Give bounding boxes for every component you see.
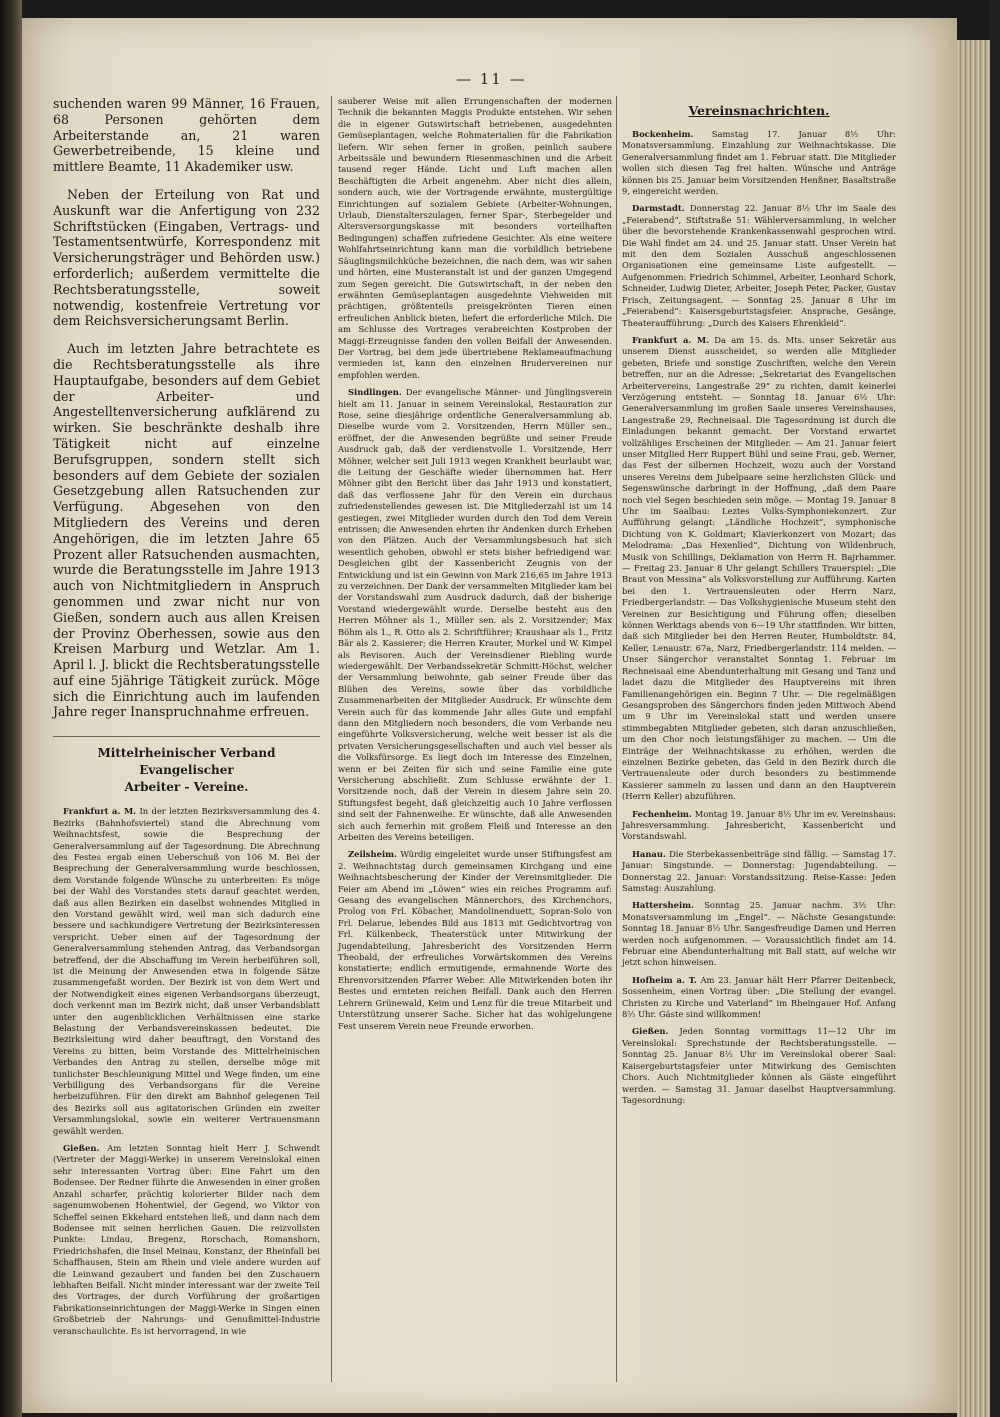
article-text: Am 23. Januar hält Herr Pfarrer Deitenbeck, Sossenheim, einen Vortrag über: „Die Stellung der evangel. Christen zu Kirche und Vaterland“ im Rheingauer Hof. Anfang 8½ Uhr. Gäste sind willkommen! bbox=[622, 974, 896, 1020]
article-list bbox=[53, 806, 320, 1337]
article bbox=[622, 1026, 896, 1106]
place-name: Bockenheim. bbox=[632, 129, 694, 139]
article bbox=[622, 809, 896, 843]
dark-border bbox=[990, 0, 1000, 1417]
column-divider bbox=[331, 96, 332, 1382]
paragraph: Auch im letzten Jahre betrachtete es die Rechtsberatungsstelle als ihre Hauptaufgabe, besonders auf dem Gebiet der Arbeiter- und Angestelltenversicherung aufklärend zu wirken. Sie beschränkte deshalb ihre Tätigkeit nicht auf einzelne Berufsgruppen, sondern stellt sich besonders auf dem Gebiete der sozialen Gesetzgebung allen Ratsuchenden zur Verfügung. Abgesehen von den Mitgliedern des Vereins und deren Angehörigen, die im letzten Jahre 65 Prozent aller Ratsuchenden ausmachten, wurde die Beratungsstelle im Jahre 1913 auch von Nichtmitgliedern in Anspruch genommen und zwar nicht nur von Gießen, sondern auch aus allen Kreisen der Provinz Oberhessen, sowie aus den Kreisen Marburg und Wetzlar. Am 1. April l. J. blickt die Rechtsberatungsstelle auf eine 5jährige Tätigkeit zurück. Möge sich die Einrichtung auch im laufenden Jahre reger Inanspruchnahme erfreuen. bbox=[53, 341, 320, 720]
place-name: Sindlingen. bbox=[348, 387, 402, 398]
column-middle bbox=[338, 96, 612, 1038]
article-text: Würdig eingeleitet wurde unser Stiftungsfest am 2. Weihnachtstag durch gemeinsamen Kirchgang und eine Weihnachtsbescherung der Kinder der Vereinsmitglieder. Die Feier am Abend im „Löwen“ wies ein reiches Programm auf: Gesang des evangelischen Männerchors, des Kirchenchors, Prolog von Frl. Köbacher, Mandolinenduett, Sopran-Solo von Frl. Delarue, lebendes Bild aus 1813 mit Gedichtvortrag von Frl. Külkenbeck, Theaterstück unter Mitwirkung der Jugendabteilung, Jahresbericht des Vorsitzenden Herrn Theobald, der erfreuliches Vorwärtskommen des Vereins konstatierte; endlich ermutigende, ermahnende Worte des Ehrenvorsitzenden Pfarrer Weber. Alle Mitwirkenden boten ihr Bestes und ernteten reichen Beifall. Dank auch den Herren Lehrern Grünewald, Keim und Lenz für die treue Mitarbeit und Unterstützung unserer Sache. Sicher hat das wohlgelungene Fest unserem Verein neue Freunde erworben. bbox=[338, 849, 612, 1031]
article-text: Da am 15. ds. Mts. unser Sekretär aus unserem Dienst ausscheidet, so werden alle Mitglieder gebeten, Briefe und sonstige Zuschriften, welche den Verein betreffen, nur an die Adresse: „Sekretariat des Evangelischen Arbeitervereins, Langestraße 29“ zu richten, damit keinerlei Verzögerung entsteht. — Sonntag 18. Januar 6½ Uhr: Generalversammlung im großen Saale unseres Vereinshauses, Langestraße 29, Rechneisaal. Die Tagesordnung ist durch die Einladungen bekannt gemacht. Der Vorstand erwartet vollzähliges Erscheinen der Mitglieder. — Am 21. Januar feiert unser Mitglied Herr Ruppert Bühl und seine Frau, geb. Werner, das Fest der silbernen Hochzeit, wozu auch der Vorstand unseres Vereins dem Jubelpaare seine herzlichsten Glück- und Segenswünsche darbringt in der Hoffnung, „daß dem Paare noch viel Segen beschieden sein möge. — Montag 19. Januar 8 Uhr im Saalbau: Leztes Volks-Symphoniekonzert. Zur Aufführung gelangt: „Ländliche Hochzeit“, symphonische Dichtung von K. Goldmart; Klavierkonzert von Mozart; das Melodrama: „Das Hexenlied“, Dichtung von Wildenbruch, Musik von Schillings, Deklamation von Herrn H. Bajrhammer. — Freitag 23. Januar 8 Uhr gelangt Schillers Trauerspiel: „Die Braut von Messina“ als Volksvorstellung zur Aufführung. Karten bei den 1. Vertrauensleuten oder Herrn Narz, Friedbergerlandstr. — Das Volkshygienische Museum steht den Vereinen zur Besichtigung und Führung offen; dieselben können Werktags abends von 6—19 Uhr stattfinden. Wir bitten, daß sich Mitglieder bei den Herren Reuter, Humboldtstr. 84, Keller, Lenaustr. 67a, Narz, Friedbergerlandstr. 114 melden. — Unser Sängerchor veranstaltet Sonntag 1. Februar im Rechneisaal eine Abendunterhaltung mit Gesang und Tanz und ladet dazu die Mitglieder des Hauptvereins mit ihren Familienangehörigen ein. Beginn 7 Uhr. — Die regelmäßigen Gesangsproben des Sängerchors finden jeden Mittwoch Abend um 9 Uhr im Vereinslokal statt und werden unsere stimmbegabten Mitglieder gebeten, sich daran anzuschließen, um den Chor noch leistungsfähiger zu machen. — Um die Einträge der Weihnachtskasse zu erhöhen, werden die einzelnen Bezirke gebeten, das Geld in den Bezirk durch die Vertrauensleute oder durch besonders zu bestimmende Kassierer sammeln zu lassen und dann an den Hauptverein (Herrn Keller) abzuführen. bbox=[622, 334, 896, 802]
place-name: Hofheim a. T. bbox=[632, 974, 697, 985]
article-text: Die Sterbekassenbeiträge sind fällig. — Samstag 17. Januar: Singstunde. — Donnerstag: Jugendabteilung. — Donnerstag 22. Januar: Vorstandssitzung. Reise-Kasse: Jeden Samstag: Auszahlung. bbox=[622, 848, 896, 893]
article-list bbox=[338, 96, 612, 1032]
article bbox=[622, 975, 896, 1021]
article bbox=[53, 806, 320, 1137]
paragraph: suchenden waren 99 Männer, 16 Frauen, 68 Personen gehörten dem Arbeiterstande an, 21 waren Gewerbetreibende, 15 kleine und mittlere Beamte, 11 Akademiker usw. bbox=[53, 96, 320, 175]
article bbox=[622, 203, 896, 328]
article-text: In der letzten Bezirksversammlung des 4. Bezirks (Bahnhofsviertel) stand die Abrechnung vom Weihnachtsfest, sowie die Besprechung der Generalversammlung auf der Tagesordnung. Die Abrechnung des Festes ergab einen Ueberschuß von 106 M. Bei der Besprechung der Generalversammlung wurde beschlossen, dem Vorstande folgende Wünsche zu unterbreiten: Es möge bei der Wahl des Vorstandes stets darauf geachtet werden, daß aus allen Bezirken ein daselbst wohnendes Mitglied in den Vorstand gewählt wird, weil man sich dadurch eine bessere und sachkundigere Vertretung der Bezirksinteressen verspricht. Ueber einen auf der Tagesordnung der Generalversammlung stehenden Antrag, das Verbandsorgan betreffend, der die Abschaffung im Verein herbeiführen soll, ist die Meinung der Anwesenden etwa in folgende Sätze zusammengefaßt worden. Der Bezirk ist von dem Wert und der Notwendigkeit eines eigenen Verbandsorgans überzeugt, doch verkennt man im Bezirk nicht, daß unser Verbandsblatt unter den augenblicklichen Verhältnissen eine starke Belastung der Verbandsvereinskassen bedeutet. Die Bezirksleitung wird daher beauftragt, den Vorstand des Vereins zu bitten, beim Vorstande des Mittelrheinischen Verbandes den Antrag zu stellen, derselbe möge mit tunlichster Beschleunigung Mittel und Wege finden, um eine Verbilligung des Verbandsorgans für die Vereine herbeizuführen. Für den direkt am Bahnhof gelegenen Teil des Bezirks soll aus agitatorischen Gründen ein zweiter Versammlungslokal, sowie ein weiterer Vertrauensmann gewählt werden. bbox=[53, 806, 320, 1136]
place-name: Gießen. bbox=[63, 1143, 100, 1154]
article-text: Am letzten Sonntag hielt Herr J. Schwendt (Vertreter der Maggi-Werke) in unserem Vereinslokal einen sehr interessanten Vortrag über: Eine Fahrt um den Bodensee. Der Redner führte die Anwesenden in einer großen Anzahl scharfer, prächtig kolorierter Bilder nach dem sagenumwobenen Hohentwiel, der Gegend, wo Viktor von Scheffel seinen Ekkehard entstehen ließ, und dann nach dem Bodensee mit seinen herrlichen Gauen. Die reizvollsten Punkte: Lindau, Bregenz, Rorschach, Romanshorn, Friedrichshafen, die Insel Meinau, Konstanz, der Rheinfall bei Schaffhausen, Stein am Rhein und viele andere wurden auf die Leinwand gezaubert und fanden bei den Zuschauern lebhaften Beifall. Nicht minder interessant war der zweite Teil des Vortrages, der durch Vorführung der großartigen Fabrikationseinrichtungen der Maggi-Werke in Singen einen Großbetrieb der Nahrungs- und Genußmittel-Industrie veranschaulichte. Es ist hervorragend, in wie bbox=[53, 1143, 320, 1336]
article-text: Sonntag 25. Januar nachm. 3½ Uhr: Monatsversammlung im „Engel“. — Nächste Gesangstunde: Sonntag 18. Januar 8½ Uhr. Sangesfreudige Damen und Herren werden noch aufgenommen. — Voraussichtlich findet am 14. Februar eine Abendunterhaltung mit Ball statt, auf welche wir jetzt schon hinweisen. bbox=[622, 900, 896, 968]
article-text: Der evangelische Männer- und Jünglingsverein hielt am 11. Januar in seinem Vereinslokal, Restauration zur Rose, seine diesjährige ordentliche Generalversammlung ab. Dieselbe wurde vom 2. Vorsitzenden, Herrn Müller sen., eröffnet, der die Anwesenden begrüßte und seiner Freude Ausdruck gab, daß der verdienstvolle 1. Vorsitzende, Herr Möhner, welcher seit Juli 1913 wegen Krankheit beurlaubt war, die Leitung der Geschäfte wieder übernommen hat. Herr Möhner gibt den Bericht über das Jahr 1913 und konstatiert, daß das verflossene Jahr für den Verein ein durchaus zufriedenstellendes gewesen ist. Die Mitgliederzahl ist um 14 gestiegen, zwei Mitglieder wurden durch den Tod dem Verein entrissen; die Anwesenden ehrten ihr Andenken durch Erheben von den Plätzen. Auch der Versammlungsbesuch hat sich wesentlich gehoben, obwohl er stets bisher befriedigend war. Desgleichen gibt der Kassenbericht Zeugnis von der Entwicklung und ist ein Gewinn von Mark 216,65 im Jahre 1913 zu verzeichnen. Der Dank der versammelten Mitglieder kam bei der Vorstandswahl zum Ausdruck dadurch, daß der bisherige Vorstand wiedergewählt wurde. Derselbe besteht aus den Herren Möhner als 1., Müller sen. als 2. Vorsitzender; Max Böhm als 1., R. Otto als 2. Schriftführer; Kraushaar als 1., Fritz Bär als 2. Kassierer; die Herren Krauter, Morkel und W. Kimpel als Revisoren. Auch der Vereinsdiener Riebling wurde wiedergewählt. Der Verbandssekretär Schmitt-Höchst, welcher der Versammlung beiwohnte, gab seiner Freude über das Blühen des Vereins, sowie über das vorbildliche Zusammenarbeiten der Mitglieder Ausdruck. Er wünschte dem Verein auch für das kommende Jahr alles Gute und empfahl dann den Mitgliedern noch besonders, die vom Verbande neu eingeführte Volksversicherung, welche weit besser ist als die privaten Versicherungsgesellschaften und auch viel besser als die Volksfürsorge. Es liegt doch im Interesse des Einzelnen, wenn er bei Zeiten für sich und seine Familie eine gute Versicherung abschließt. Zum Schlusse erwähnte der 1. Vorsitzende noch, daß der Verein in diesem Jahre sein 20. Stiftungsfest begeht, daß gleichzeitig auch 10 Jahre verflossen sind seit der Fahnenweihe. Er wünschte, daß alle Anwesenden sich auch fernerhin mit großem Fleiß und Interesse an den Arbeiten des Vereins beteiligen. bbox=[338, 387, 612, 842]
book-binding bbox=[0, 0, 22, 1417]
report-section bbox=[53, 96, 320, 720]
article bbox=[338, 387, 612, 843]
article bbox=[622, 129, 896, 197]
place-name: Zeilsheim. bbox=[348, 849, 397, 860]
page-number: — 11 — bbox=[456, 70, 527, 88]
column-left bbox=[53, 96, 320, 1343]
article bbox=[338, 849, 612, 1032]
article: sauberer Weise mit allen Errungenschaften der modernen Technik die bekannten Maggis Produkte entstehen. Wir sehen die in eigener Gutswirtschaft betriebenen, ausgedehnten Gemüseplantagen, welche Rohmaterialien für die Fabrikation liefern. Wir sehen ferner in großen, peinlich saubere Arbeitssäle und bewundern Riesenmaschinen und die Arbeit tausend reger Hände. Licht und Luft machen allen Beschäftigten die Arbeit angenehm. Aber nicht dies allein, sondern auch, wie der Vortragende erwähnte, mustergültige Einrichtungen auf sozialem Gebiete (Arbeiter-Wohnungen, Urlaub, Dienstalterszulagen, ferner Spar-, Sterbegelder und Altersversorgungskasse mit besonders vorteilhaften Bedingungen) schaffen zufriedene Gesichter. Als eine weitere Wohlfahrtseinrichtung kann man die vorbildlich betriebene Säuglingsmilchküche bezeichnen, die nach dem, was wir sahen und hörten, eine Musteranstalt ist und der ganzen Umgegend zum Segen gereicht. Die Gutswirtschaft, in der neben den erwähnten Gemüseplantagen ausgedehnte Viehweiden mit prächtigen, größtenteils preisgekrönten Tieren einen erfreulichen Anblick bieten, liefert die erforderliche Milch. Die am Schlusse des Vortrages verabreichten Kostproben der Maggi-Erzeugnisse fanden den vollen Beifall der Anwesenden. Der Vortrag, bei dem jede übertriebene Reklameaufmachung vermieden ist, kann den einzelnen Brudervereinen nur empfohlen werden. bbox=[338, 96, 612, 380]
heading-line: Mittelrheinischer Verband Evangelischer bbox=[97, 746, 276, 778]
article-list bbox=[622, 129, 896, 1106]
place-name: Gießen. bbox=[632, 1026, 669, 1037]
article-text: Donnerstag 22. Januar 8½ Uhr im Saale des „Feierabend“, Stiftstraße 51: Wählerversammlung, in welcher über die bevorstehende Krankenkassenwahl gesprochen wird. Die Wahl findet am 24. und 25. Januar statt. Unser Verein hat mit den dem Sozialen Ausschuß angeschlossenen Organisationen eine gemeinsame Liste aufgestellt. — Aufgenommen: Friedrich Schimmel, Arbeiter, Leonhard Schork, Schneider, Ludwig Dieter, Arbeiter, Joseph Peter, Packer, Gustav Frisch, Zeitungsagent. — Sonntag 25. Januar 8 Uhr im „Feierabend“: Kaisersgeburtstagsfeier. Ansprache, Gesänge, Theateraufführung: „Durch des Kaisers Ehrenkleid“. bbox=[622, 203, 897, 328]
article bbox=[622, 900, 896, 968]
article bbox=[622, 849, 896, 895]
column-right bbox=[622, 96, 896, 1112]
place-name: Frankfurt a. M. bbox=[63, 806, 137, 817]
article bbox=[622, 335, 896, 803]
paragraph: Neben der Erteilung von Rat und Auskunft war die Anfertigung von 232 Schriftstücken (Eingaben, Vertrags- und Testamentsentwürfe, Korrespondenz mit Versicherungsträger und Behörden usw.) erforderlich; außerdem vermittelte die Rechtsberatungsstelle, soweit notwendig, kostenfreie Vertretung vor dem Reichsversicherungsamt Berlin. bbox=[53, 186, 320, 329]
article-text: Jeden Sonntag vormittags 11—12 Uhr im Vereinslokal: Sprechstunde der Rechtsberatungsstelle. — Sonntag 25. Januar 8½ Uhr im Vereinslokal oberer Saal: Kaisergeburtstagsfeier unter Mitwirkung des Gemischten Chors. Auch Nichtmitglieder können als Gäste eingeführt werden. — Samstag 31. Januar daselbst Hauptversammlung. Tagesordnung: bbox=[622, 1026, 896, 1105]
heading-line: Arbeiter - Vereine. bbox=[124, 780, 249, 795]
article-text: Montag 19. Januar 8½ Uhr im ev. Vereinshaus: Jahresversammlung. Jahresbericht, Kassenbericht und Vorstandswahl. bbox=[622, 808, 896, 842]
place-name: Hattersheim. bbox=[632, 900, 694, 911]
place-name: Frankfurt a. M. bbox=[632, 334, 710, 345]
section-heading: Vereinsnachrichten. bbox=[688, 103, 830, 118]
place-name: Fechenheim. bbox=[632, 808, 692, 819]
place-name: Darmstadt. bbox=[632, 203, 685, 214]
article bbox=[53, 1143, 320, 1337]
place-name: Hanau. bbox=[632, 848, 666, 859]
section-heading bbox=[53, 736, 320, 796]
column-divider bbox=[616, 96, 617, 1382]
article-text: Samstag 17. Januar 8½ Uhr: Monatsversammlung. Einzahlung zur Weihnachtskasse. Die Generalversammlung findet am 1. Februar statt. Die Mitglieder wollen sich diesen Tag frei halten. Wünsche und Anträge können bis 25. Januar beim Vorsitzenden Henßner, Basaltstraße 9, eingereicht werden. bbox=[622, 129, 896, 197]
